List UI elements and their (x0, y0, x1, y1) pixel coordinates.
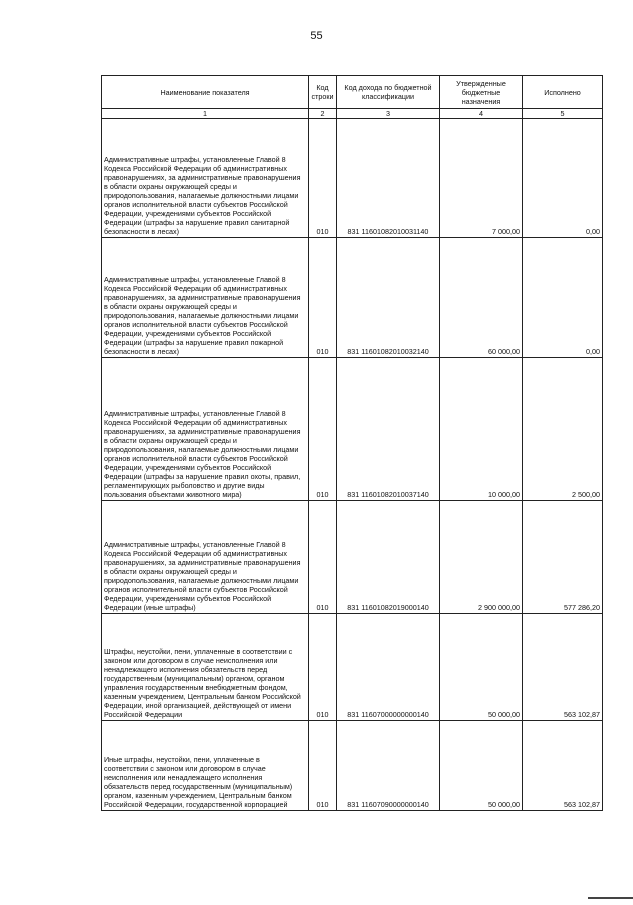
indicator-name: Административные штрафы, установленные Главой 8 Кодекса Российской Федерации об административных правонарушениях, за административные правонарушения в области охраны окружающей среды и природопользования, налагаемые должностными лицами органов исполнительной власти субъектов Российской Федерации, учреждениями субъектов Российской Федерации (штрафы за нарушение правил санитарной безопасности в лесах) (102, 119, 309, 238)
approved-amount: 7 000,00 (440, 119, 523, 238)
column-number: 3 (337, 109, 440, 119)
income-code: 831 11607090000000140 (337, 721, 440, 811)
approved-amount: 60 000,00 (440, 238, 523, 358)
income-code: 831 11601082010037140 (337, 358, 440, 501)
table-row (102, 238, 603, 358)
line-code: 010 (309, 721, 337, 811)
approved-amount: 50 000,00 (440, 614, 523, 721)
income-code: 831 11607000000000140 (337, 614, 440, 721)
indicator-name: Административные штрафы, установленные Главой 8 Кодекса Российской Федерации об административных правонарушениях, за административные правонарушения в области охраны окружающей среды и природопользования, налагаемые должностными лицами органов исполнительной власти субъектов Российской Федерации, учреждениями субъектов Российской Федерации (штрафы за нарушение правил охоты, правил, регламентирующих рыболовство и другие виды пользования объектами животного мира) (102, 358, 309, 501)
indicator-name: Штрафы, неустойки, пени, уплаченные в соответствии с законом или договором в случае неисполнения или ненадлежащего исполнения обязательств перед государственным (муниципальным) органом, органом управления государственным внебюджетным фондом, казенным учреждением, Центральным банком Российской Федерации, иной организацией, действующей от имени Российской Федерации (102, 614, 309, 721)
line-code: 010 (309, 614, 337, 721)
table-row (102, 119, 603, 238)
executed-amount: 577 286,20 (523, 501, 603, 614)
column-number: 5 (523, 109, 603, 119)
indicator-name: Административные штрафы, установленные Главой 8 Кодекса Российской Федерации об административных правонарушениях, за административные правонарушения в области охраны окружающей среды и природопользования, налагаемые должностными лицами органов исполнительной власти субъектов Российской Федерации, учреждениями субъектов Российской Федерации (штрафы за нарушение правил пожарной безопасности в лесах) (102, 238, 309, 358)
income-code: 831 11601082010031140 (337, 119, 440, 238)
table-row (102, 614, 603, 721)
approved-amount: 2 900 000,00 (440, 501, 523, 614)
executed-amount: 0,00 (523, 238, 603, 358)
column-number: 2 (309, 109, 337, 119)
executed-amount: 0,00 (523, 119, 603, 238)
column-number-row (102, 109, 603, 119)
table-row (102, 501, 603, 614)
income-code: 831 11601082010032140 (337, 238, 440, 358)
column-number: 1 (102, 109, 309, 119)
header-line-code: Код строки (309, 76, 337, 109)
page-number: 55 (310, 30, 323, 42)
header-income-code: Код дохода по бюджетной классификации (337, 76, 440, 109)
indicator-name: Административные штрафы, установленные Главой 8 Кодекса Российской Федерации об административных правонарушениях, за административные правонарушения в области охраны окружающей среды и природопользования, налагаемые должностными лицами органов исполнительной власти субъектов Российской Федерации, учреждениями субъектов Российской Федерации (иные штрафы) (102, 501, 309, 614)
income-code: 831 11601082019000140 (337, 501, 440, 614)
header-executed: Исполнено (523, 76, 603, 109)
budget-report-table (101, 75, 603, 811)
table-row (102, 721, 603, 811)
column-number: 4 (440, 109, 523, 119)
line-code: 010 (309, 238, 337, 358)
line-code: 010 (309, 119, 337, 238)
executed-amount: 2 500,00 (523, 358, 603, 501)
indicator-name: Иные штрафы, неустойки, пени, уплаченные в соответствии с законом или договором в случае неисполнения или ненадлежащего исполнения обязательств перед государственным (муниципальным) органом, казенным учреждением, Центральным банком Российской Федерации, государственной корпорацией (102, 721, 309, 811)
header-approved: Утвержденные бюджетные назначения (440, 76, 523, 109)
executed-amount: 563 102,87 (523, 721, 603, 811)
approved-amount: 10 000,00 (440, 358, 523, 501)
header-row (102, 76, 603, 109)
scan-edge-mark (588, 897, 633, 899)
line-code: 010 (309, 358, 337, 501)
header-name: Наименование показателя (102, 76, 309, 109)
executed-amount: 563 102,87 (523, 614, 603, 721)
line-code: 010 (309, 501, 337, 614)
table-row (102, 358, 603, 501)
approved-amount: 50 000,00 (440, 721, 523, 811)
